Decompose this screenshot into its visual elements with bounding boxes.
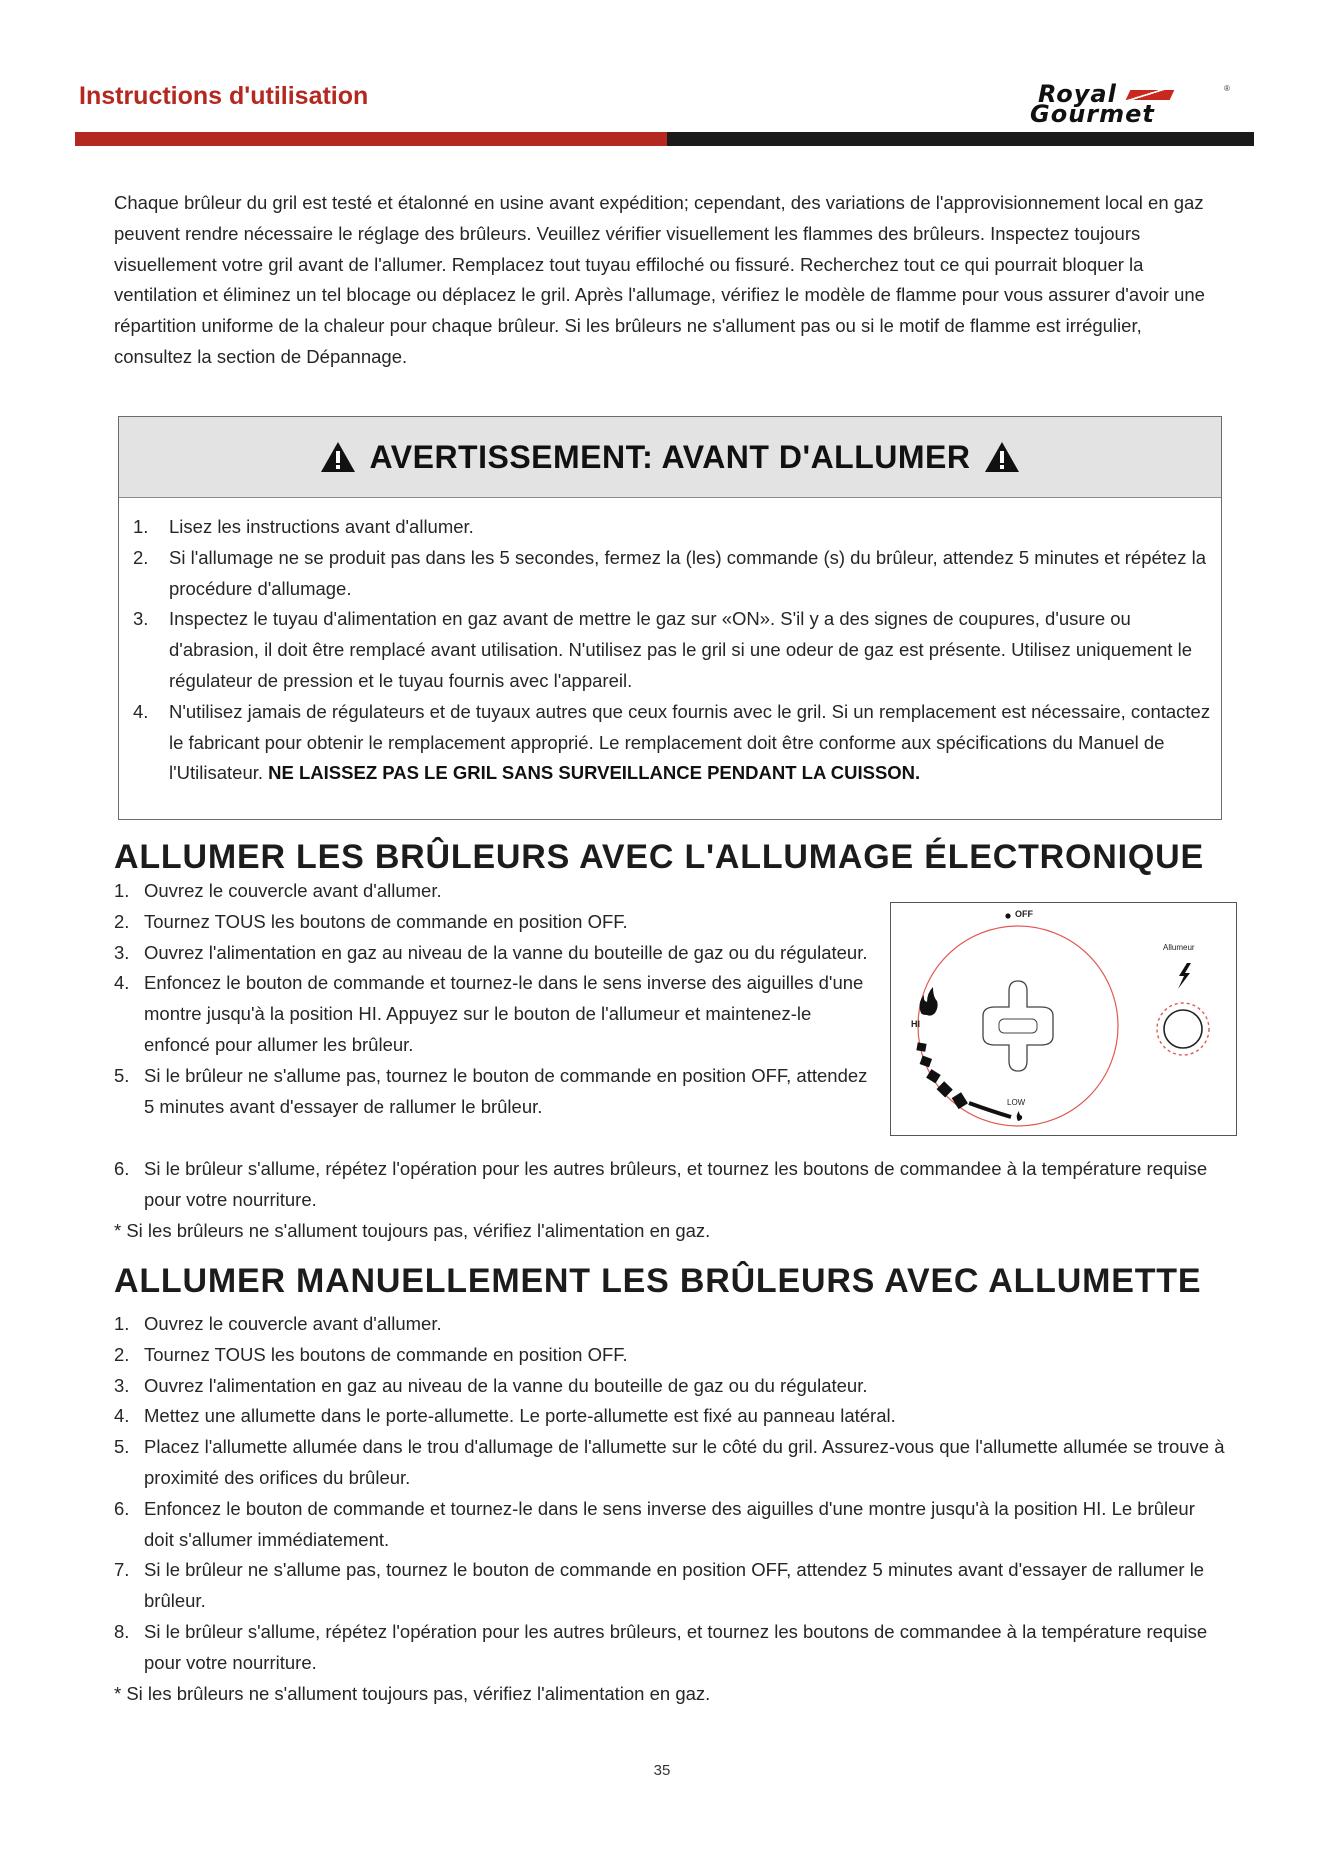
step-item: 6. Enfoncez le bouton de commande et tournez-le dans le sens inverse des aiguilles d'une montre jusqu'à la position HI. Le brûleur doit s'allumer immédiatement. [114,1497,1195,1550]
section-title-manual-ignition: ALLUMER MANUELLEMENT LES BRÛLEURS AVEC ALLUMETTE [114,1262,1202,1300]
warning-title: AVERTISSEMENT: AVANT D'ALLUMER [369,438,971,475]
warning-emphasis: NE LAISSEZ PAS LE GRIL SANS SURVEILLANCE PENDANT LA CUISSON. [268,762,921,784]
step-item: 4. Mettez une allumette dans le porte-allumette. Le porte-allumette est fixé au panneau latéral. [114,1405,896,1427]
hi-label: HI [911,1019,920,1029]
logo-text-royal: Royal [1038,80,1117,108]
warning-item: 2. Si l'allumage ne se produit pas dans les 5 secondes, fermez la (les) commande (s) du brûleur, attendez 5 minutes et répétez la procédure d'allumage. [133,546,1206,599]
step-item: 2. Tournez TOUS les boutons de commande en position OFF. [114,910,628,932]
section-title-electronic-ignition: ALLUMER LES BRÛLEURS AVEC L'ALLUMAGE ÉLECTRONIQUE [114,838,1204,876]
step-item: 5. Placez l'allumette allumée dans le trou d'allumage de l'allumette sur le côté du gril. Assurez-vous que l'allumette allumée se trouve à proximité des orifices du brûleur. [114,1436,1225,1488]
warning-box [118,416,1222,820]
warning-item: 1. Lisez les instructions avant d'allumer. [133,516,474,537]
step-item: 8. Si le brûleur s'allume, répétez l'opération pour les autres brûleurs, et tournez les boutons de commandee à la température requise pour votre nourriture. [114,1620,1208,1673]
step-item: 3. Ouvrez l'alimentation en gaz au niveau de la vanne du bouteille de gaz ou du régulateur. [114,1374,868,1396]
step-item: 5. Si le brûleur ne s'allume pas, tournez le bouton de commande en position OFF, attendez 5 minutes avant d'essayer de rallumer le brûleur. [114,1064,868,1117]
electronic-ignition-steps-continued [114,1154,1224,1246]
manual-ignition-steps [114,1309,1226,1709]
header-divider-red [75,132,667,146]
off-label: OFF [1015,909,1033,919]
logo-stripe-icon [1126,90,1175,100]
intro-paragraph: Chaque brûleur du gril est testé et étalonné en usine avant expédition; cependant, des variations de l'approvisionnement local en gaz peuvent rendre nécessaire le réglage des brûleurs. Veuillez vérifier visuellement les flammes des brûleurs. Inspectez toujours visuellement votre gril avant de l'allumer. Remplacez tout tuyau effiloché ou fissuré. Recherchez tout ce qui pourrait bloquer la ventilation et éliminez un tel blocage ou déplacez le gril. Après l'allumage, vérifiez le modèle de flamme pour vous assurer d'avoir une répartition uniforme de la chaleur pour chaque brûleur. Si les brûleurs ne s'allument pas ou si le motif de flamme est irrégulier, consultez la section de Dépannage. [114,192,1205,367]
igniter-label: Allumeur [1163,943,1195,952]
step-item: 4. Enfoncez le bouton de commande et tournez-le dans le sens inverse des aiguilles d'une montre jusqu'à la position HI. Appuyez sur le bouton de l'allumeur et maintenez-le enfoncé pour allumer les brûleur. [114,972,864,1055]
control-knob-diagram [890,902,1237,1136]
step-item: 6. Si le brûleur s'allume, répétez l'opération pour les autres brûleurs, et tournez les boutons de commandee à la température requise pour votre nourriture. [114,1158,1208,1210]
page-title: Instructions d'utilisation [79,82,369,110]
header-divider-dark [667,132,1254,146]
step-item: 1. Ouvrez le couvercle avant d'allumer. [114,1313,442,1334]
registered-mark: ® [1224,84,1230,93]
knob-illustration [891,903,1235,1134]
step-item: 7. Si le brûleur ne s'allume pas, tournez le bouton de commande en position OFF, attendez 5 minutes avant d'essayer de rallumer le brûleur. [114,1559,1205,1612]
step-note: * Si les brûleurs ne s'allument toujours pas, vérifiez l'alimentation en gaz. [114,1682,711,1704]
warning-item: 4. N'utilisez jamais de régulateurs et de tuyaux autres que ceux fournis avec le gril. Si un remplacement est nécessaire, contactez le fabricant pour obtenir le remplacement approprié. Le remplacement doit être conforme aux spécifications du Manuel de l'Utilisateur. NE LAISSEZ PAS LE GRIL SANS SURVEILLANCE PENDANT LA CUISSON. [133,700,1211,784]
step-note: * Si les brûleurs ne s'allument toujours pas, vérifiez l'alimentation en gaz. [114,1219,711,1241]
low-label: LOW [1007,1098,1026,1107]
warning-item: 3. Inspectez le tuyau d'alimentation en gaz avant de mettre le gaz sur «ON». S'il y a des signes de coupures, d'usure ou d'abrasion, il doit être remplacé avant utilisation. N'utilisez pas le gril si une odeur de gaz est présente. Utilisez uniquement le régulateur de pression et le tuyau fournis avec l'appareil. [133,608,1193,691]
warning-triangle-icon [320,441,356,473]
step-item: 3. Ouvrez l'alimentation en gaz au niveau de la vanne du bouteille de gaz ou du régulateur. [114,941,868,963]
page-header [0,0,1324,150]
page-number: 35 [653,1762,671,1779]
step-item: 2. Tournez TOUS les boutons de commande en position OFF. [114,1343,628,1365]
electronic-ignition-steps [114,876,874,1122]
brand-logo [1030,80,1230,128]
warning-list [119,498,1221,789]
logo-text-gourmet: Gourmet [1030,100,1155,128]
step-item: 1. Ouvrez le couvercle avant d'allumer. [114,880,442,901]
warning-header [119,417,1221,498]
warning-triangle-icon [984,441,1020,473]
